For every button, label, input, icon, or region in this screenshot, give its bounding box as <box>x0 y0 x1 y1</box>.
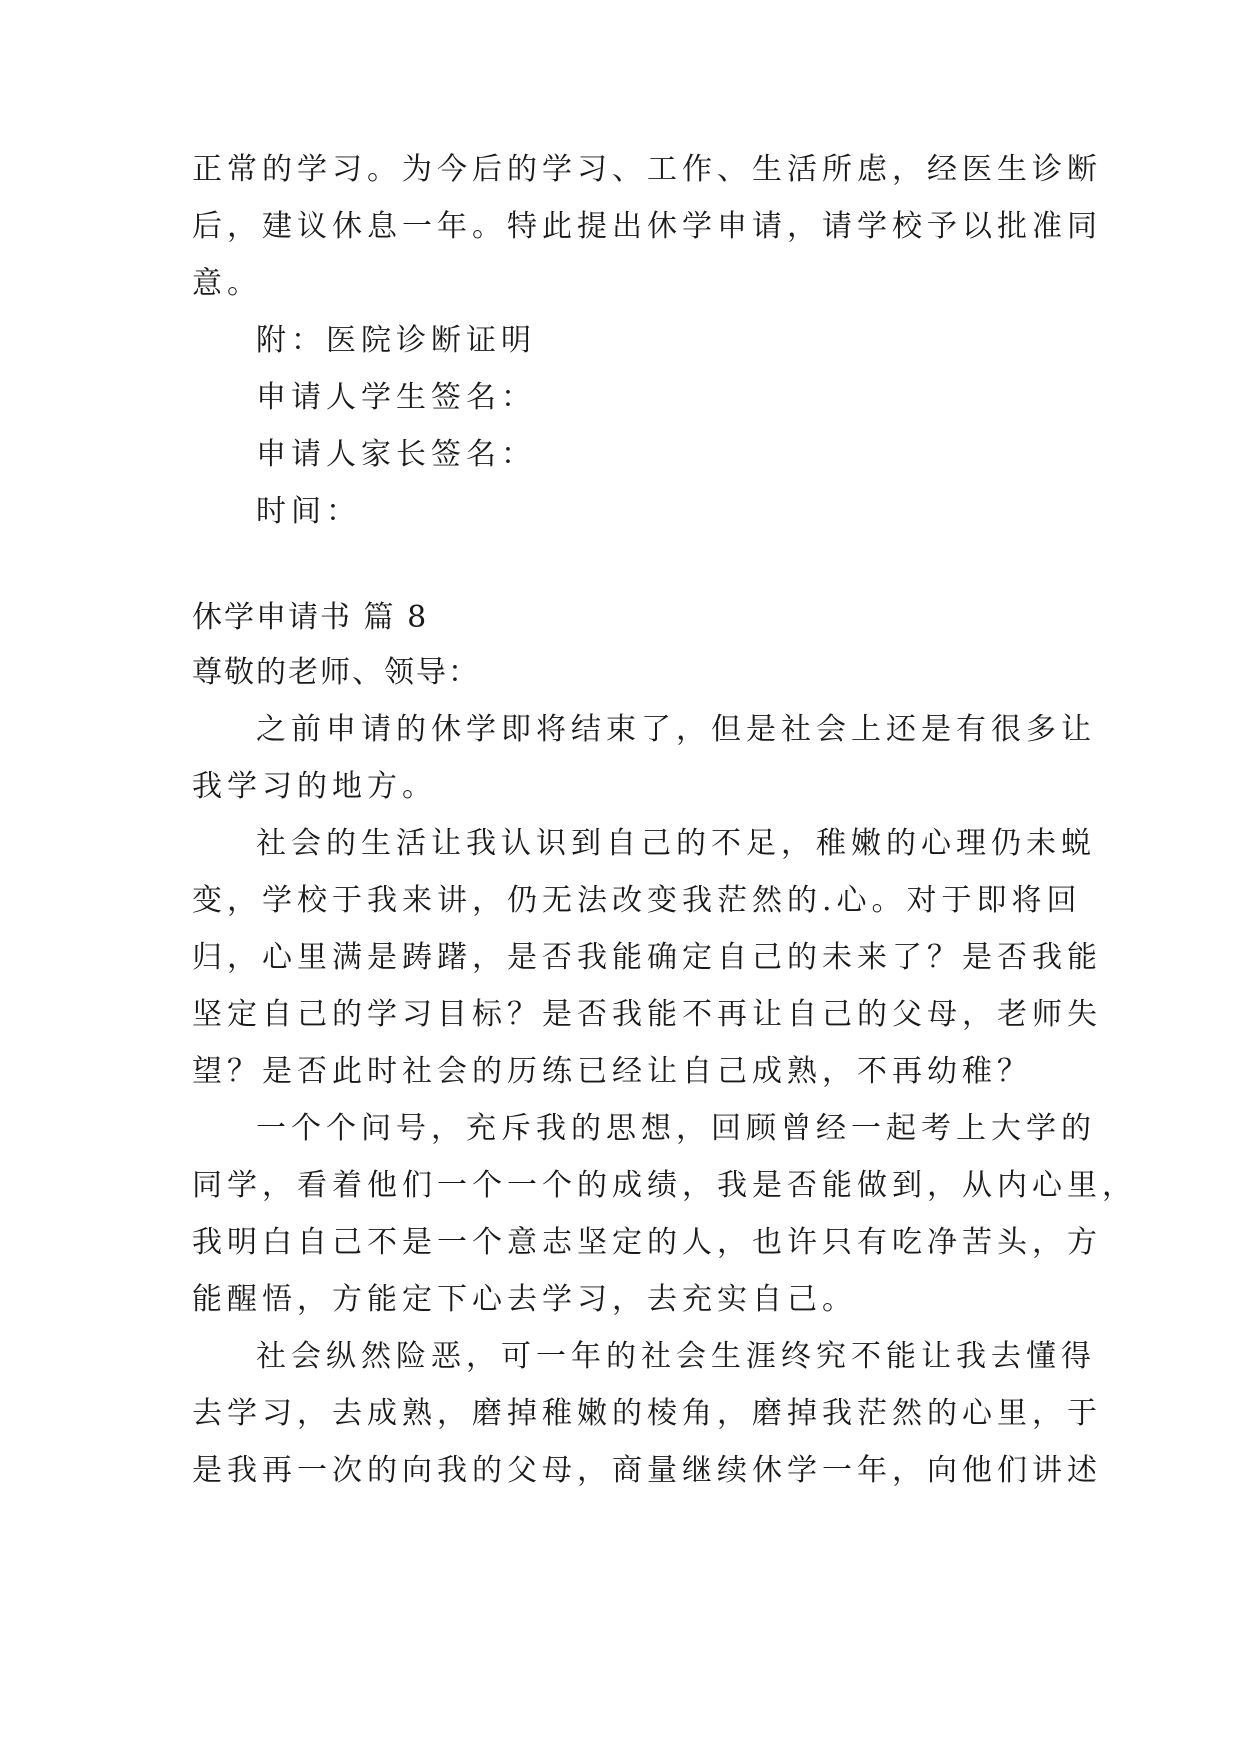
paragraph-line: 坚定自己的学习目标？是否我能不再让自己的父母，老师失 <box>192 997 1102 1032</box>
paragraph-line: 社会纵然险恶，可一年的社会生涯终究不能让我去懂得 <box>256 1339 1096 1374</box>
paragraph-line: 正常的学习。为今后的学习、工作、生活所虑，经医生诊断 <box>192 152 1102 187</box>
paragraph-line: 变，学校于我来讲，仍无法改变我茫然的.心。对于即将回 <box>192 883 1082 918</box>
paragraph-line: 望？是否此时社会的历练已经让自己成熟，不再幼稚？ <box>192 1054 1032 1089</box>
paragraph-line: 能醒悟，方能定下心去学习，去充实自己。 <box>192 1282 857 1317</box>
paragraph-line: 之前申请的休学即将结束了，但是社会上还是有很多让 <box>256 712 1096 747</box>
date-label: 时间： <box>256 494 361 529</box>
paragraph-line: 后，建议休息一年。特此提出休学申请，请学校予以批准同 <box>192 209 1102 244</box>
paragraph-line: 同学，看着他们一个一个的成绩，我是否能做到，从内心里， <box>192 1168 1137 1203</box>
paragraph-line: 社会的生活让我认识到自己的不足，稚嫩的心理仍未蜕 <box>256 826 1096 861</box>
student-signature-label: 申请人学生签名： <box>256 380 536 415</box>
paragraph-line: 是我再一次的向我的父母，商量继续休学一年，向他们讲述 <box>192 1453 1102 1488</box>
paragraph-line: 我明白自己不是一个意志坚定的人，也许只有吃净苦头，方 <box>192 1225 1102 1260</box>
attachment-note: 附：医院诊断证明 <box>256 323 536 358</box>
parent-signature-label: 申请人家长签名： <box>256 437 536 472</box>
paragraph-line: 我学习的地方。 <box>192 769 437 804</box>
section-heading: 休学申请书 篇 8 <box>192 600 429 635</box>
paragraph-line: 意。 <box>192 266 262 301</box>
salutation: 尊敬的老师、领导： <box>192 655 480 690</box>
paragraph-line: 归，心里满是踌躇，是否我能确定自己的未来了？是否我能 <box>192 940 1102 975</box>
paragraph-line: 去学习，去成熟，磨掉稚嫩的棱角，磨掉我茫然的心里，于 <box>192 1396 1102 1431</box>
paragraph-line: 一个个问号，充斥我的思想，回顾曾经一起考上大学的 <box>256 1111 1096 1146</box>
